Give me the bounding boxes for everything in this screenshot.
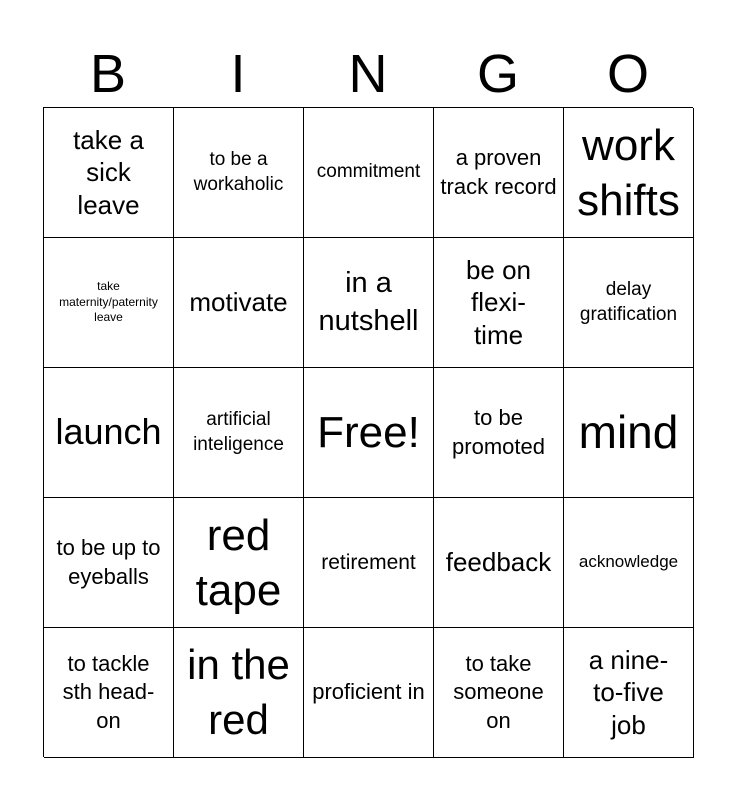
bingo-header <box>43 40 693 108</box>
header-letter-b: B <box>89 44 127 104</box>
cell-text: delay gratification <box>579 278 678 325</box>
header-letter-o: O <box>606 44 649 104</box>
bingo-cell-r2c5[interactable] <box>564 238 694 368</box>
bingo-cell-r2c3[interactable] <box>304 238 434 368</box>
header-letter-g: G <box>476 44 519 104</box>
cell-text: to be promoted <box>452 404 545 459</box>
bingo-cell-r3c4[interactable] <box>434 368 564 498</box>
cell-text: in the red <box>187 640 290 743</box>
cell-text: to take someone on <box>453 650 544 733</box>
bingo-cell-r1c2[interactable] <box>174 108 304 238</box>
bingo-cell-r1c5[interactable] <box>564 108 694 238</box>
bingo-cell-r4c4[interactable] <box>434 498 564 628</box>
cell-text: a nine-to-five job <box>588 644 669 740</box>
cell-text: be on flexi-time <box>465 254 532 350</box>
header-letter-i: I <box>230 44 246 104</box>
cell-text: take maternity/paternity leave <box>59 279 158 325</box>
bingo-cell-r5c2[interactable] <box>174 628 304 758</box>
bingo-cell-r5c4[interactable] <box>434 628 564 758</box>
cell-text: commitment <box>316 161 421 183</box>
bingo-card <box>43 107 693 757</box>
bingo-cell-r3c3[interactable] <box>304 368 434 498</box>
bingo-cell-r4c3[interactable] <box>304 498 434 628</box>
bingo-cell-r2c4[interactable] <box>434 238 564 368</box>
cell-text: to be a workaholic <box>193 148 284 195</box>
bingo-cell-r3c5[interactable] <box>564 368 694 498</box>
cell-text: Free! <box>317 408 420 457</box>
bingo-cell-r1c4[interactable] <box>434 108 564 238</box>
cell-text: red tape <box>195 510 282 615</box>
cell-text: artificial inteligence <box>193 408 284 455</box>
cell-text: to tackle sth head-on <box>62 650 155 733</box>
cell-text: retirement <box>321 550 416 574</box>
bingo-cell-r3c2[interactable] <box>174 368 304 498</box>
cell-text: proficient in <box>312 679 425 705</box>
header-letter-n: N <box>348 44 388 104</box>
cell-text: to be up to eyeballs <box>56 534 161 589</box>
cell-text: launch <box>55 411 162 453</box>
bingo-cell-r4c1[interactable] <box>44 498 174 628</box>
cell-text: mind <box>578 405 679 458</box>
bingo-cell-r5c3[interactable] <box>304 628 434 758</box>
bingo-cell-r5c1[interactable] <box>44 628 174 758</box>
cell-text: take a sick leave <box>73 124 144 220</box>
bingo-cell-r3c1[interactable] <box>44 368 174 498</box>
cell-text: a proven track record <box>440 144 557 199</box>
cell-text: feedback <box>445 547 552 578</box>
cell-text: acknowledge <box>578 552 679 572</box>
bingo-cell-r2c2[interactable] <box>174 238 304 368</box>
bingo-cell-r5c5[interactable] <box>564 628 694 758</box>
cell-text: motivate <box>189 287 288 318</box>
cell-text: in a nutshell <box>318 266 419 337</box>
bingo-cell-r4c5[interactable] <box>564 498 694 628</box>
bingo-cell-r1c1[interactable] <box>44 108 174 238</box>
bingo-cell-r2c1[interactable] <box>44 238 174 368</box>
cell-text: work shifts <box>577 120 680 225</box>
bingo-cell-r1c3[interactable] <box>304 108 434 238</box>
bingo-cell-r4c2[interactable] <box>174 498 304 628</box>
